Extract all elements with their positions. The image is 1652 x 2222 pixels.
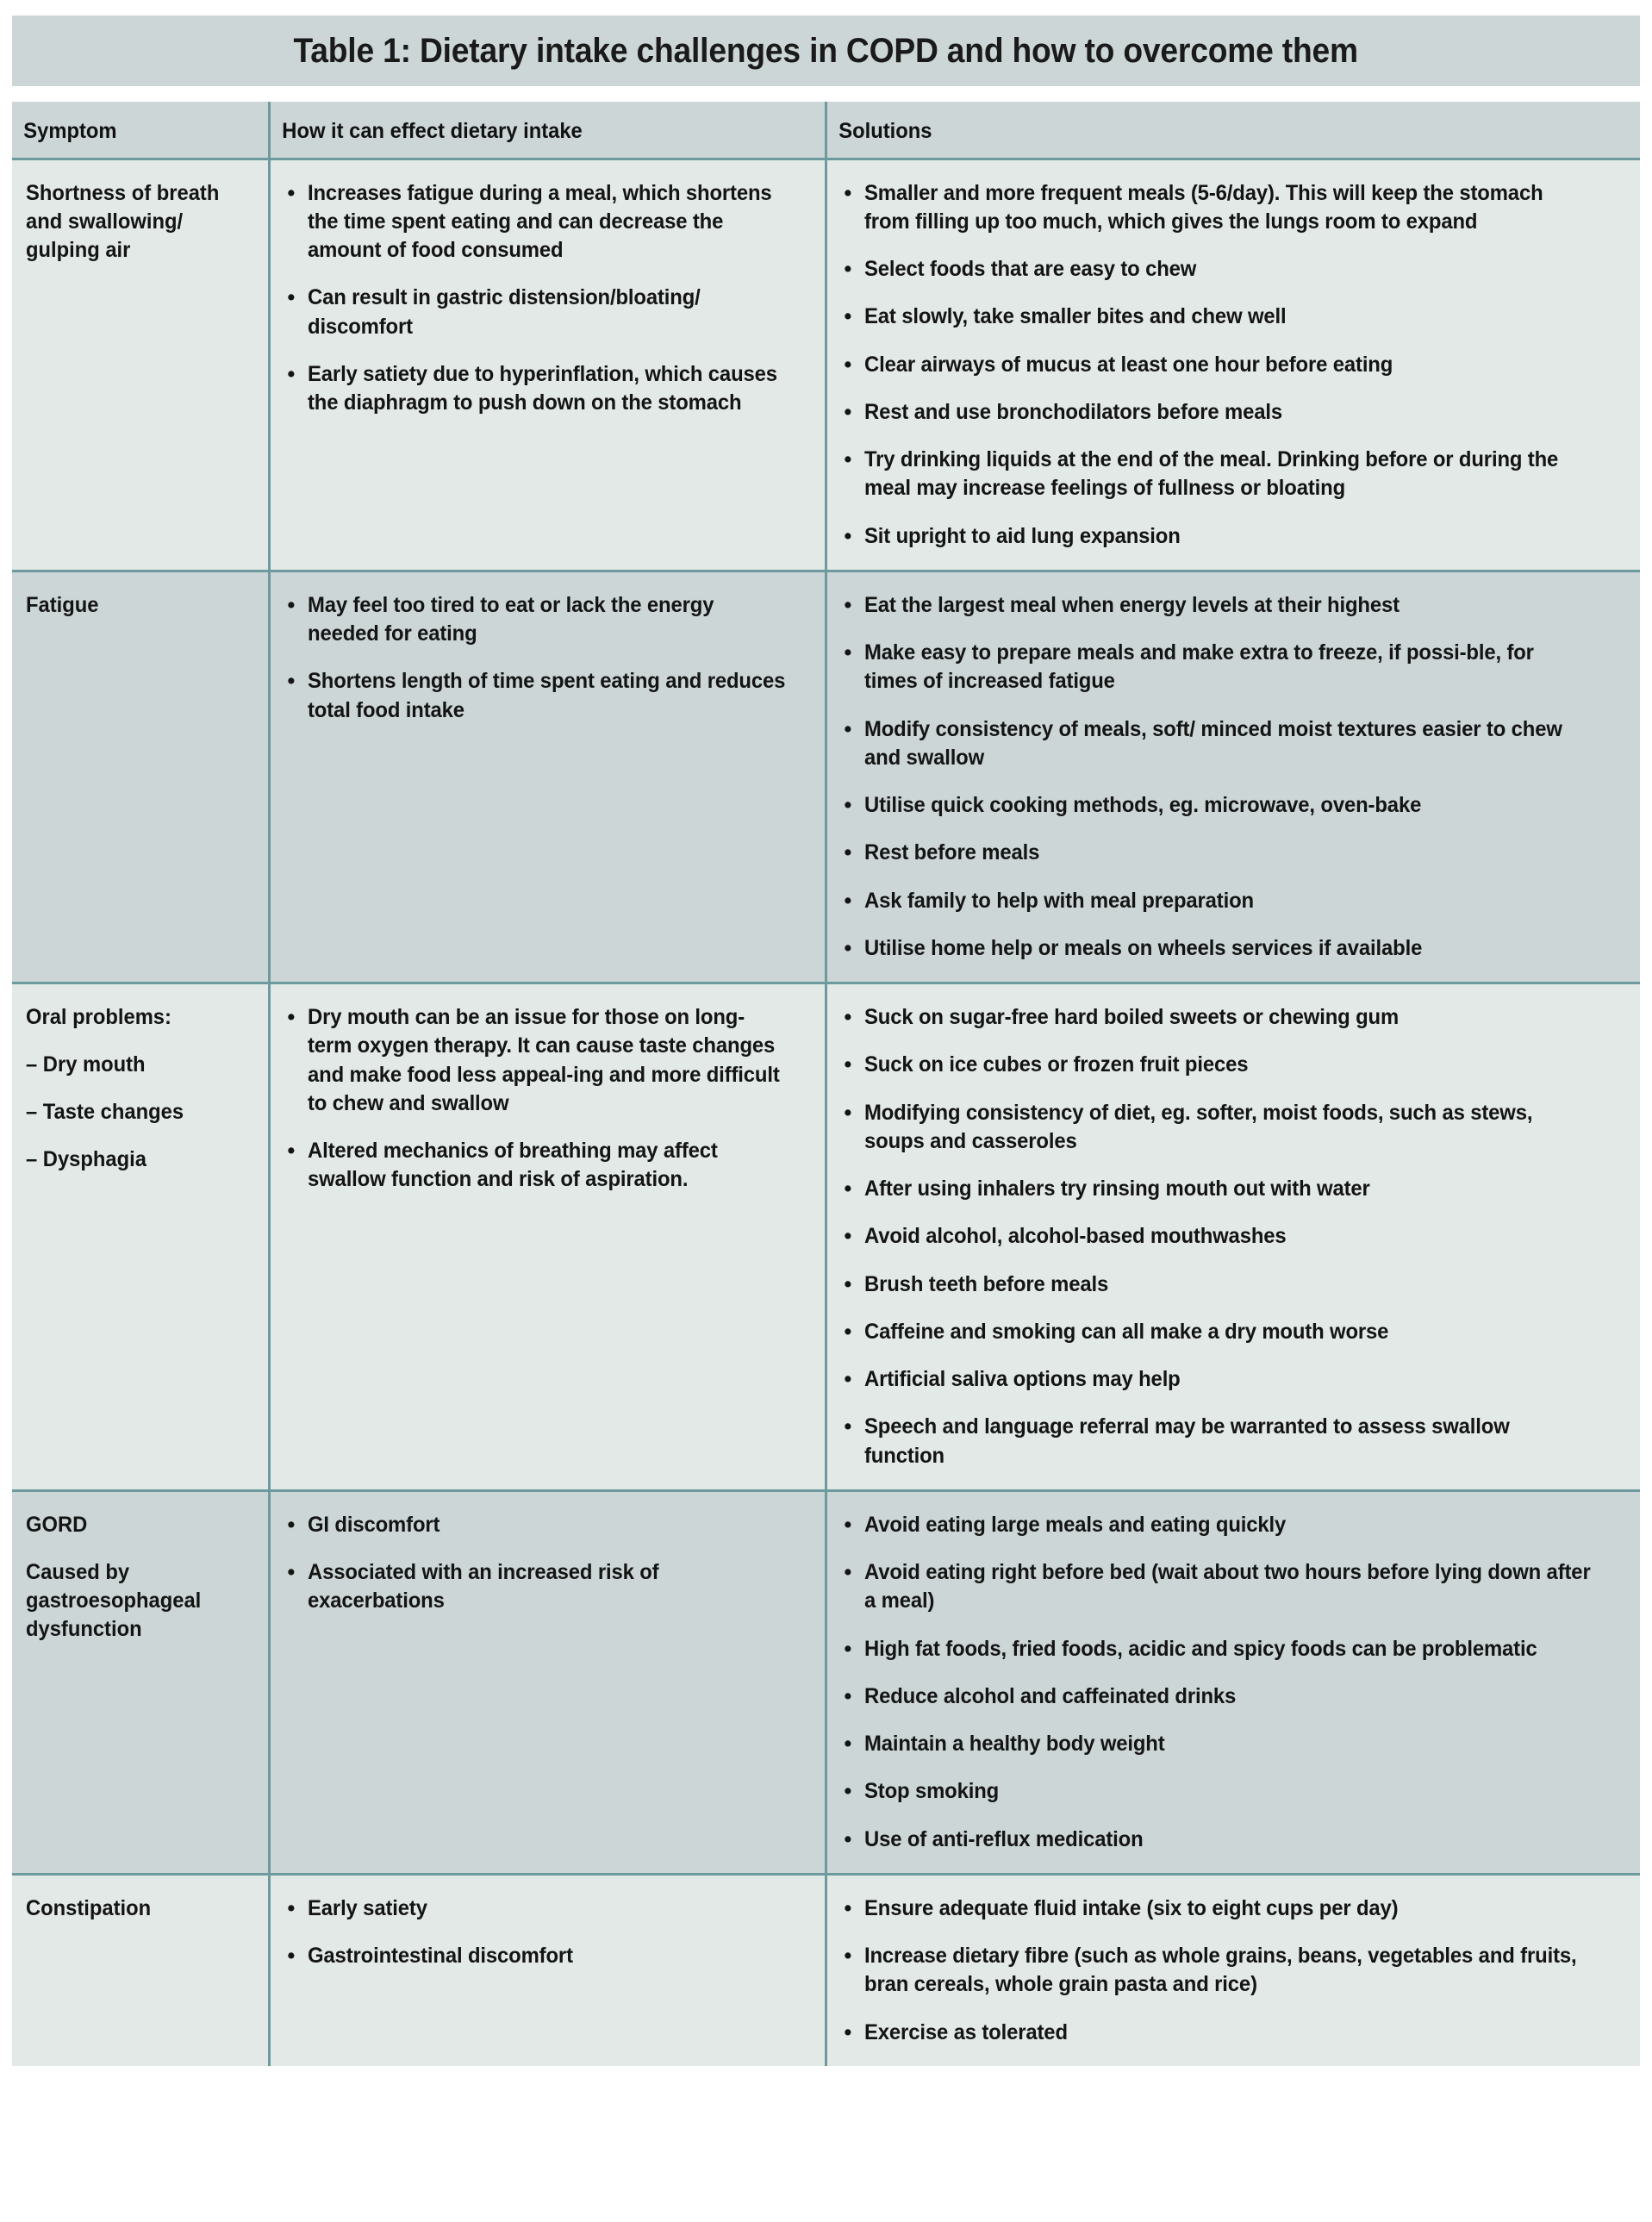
dietary-challenges-table [12,102,1640,2066]
list-item-label: Reduce alcohol and caffeinated drinks [863,1683,1236,1708]
solution-list [843,179,1625,551]
column-header-effect [269,102,826,159]
symptom-line: Constipation [26,1895,152,1920]
bullet-icon: • [844,1271,852,1296]
symptom-text [12,1876,268,1942]
bullet-icon: • [844,1779,852,1804]
list-item [843,1894,1625,1923]
symptom-line: Caused by [26,1559,130,1584]
list-item-label: Eat slowly, take smaller bites and chew well [863,304,1287,329]
bullet-icon: • [844,1826,852,1851]
list-item [843,2019,1625,2047]
symptom-line: GORD [26,1512,88,1537]
symptom-line: gulping air [26,237,131,262]
symptom-text [12,572,268,639]
bullet-icon: • [844,1052,852,1077]
list-item-label: Avoid eating large meals and eating quickly [863,1512,1286,1537]
solution-list [843,1894,1625,2047]
bullet-icon: • [844,304,852,329]
list-item-label: After using inhalers try rinsing mouth out with water [863,1177,1370,1201]
list-item-label: Utilise quick cooking methods, eg. microwave, oven-bake [863,793,1421,817]
solution-list-wrap [827,1492,1641,1873]
list-item-label: Exercise as tolerated [863,2019,1068,2044]
list-item [286,591,809,649]
bullet-icon: • [844,1224,852,1249]
list-item [286,667,809,725]
bullet-icon: • [844,716,852,741]
list-item [843,1511,1625,1539]
list-item-label: Stop smoking [863,1779,999,1804]
list-item-label: Suck on ice cubes or frozen fruit pieces [863,1052,1248,1077]
list-item-label: Rest before meals [863,840,1039,865]
list-item [843,1099,1625,1157]
list-item-label: Artificial saliva options may help [863,1367,1181,1391]
symptom-text [12,984,268,1193]
list-item [843,179,1625,237]
effect-list-wrap [271,1876,825,1990]
list-item [286,1511,809,1539]
list-item [843,1942,1625,2000]
list-item-label: Select foods that are easy to chew [863,257,1196,281]
list-item-label: Avoid alcohol, alcohol-based mouthwashes [863,1224,1287,1249]
list-item [843,446,1625,503]
list-item [843,934,1625,963]
cell-symptom [12,1490,269,1874]
cell-effect [269,159,826,571]
bullet-icon: • [844,1512,852,1537]
bullet-icon: • [287,1944,296,1968]
list-item [843,791,1625,820]
bullet-icon: • [844,447,852,471]
list-item-label: Eat the largest meal when energy levels at their highest [863,592,1400,617]
list-item-label: Suck on sugar-free hard boiled sweets or chewing gum [863,1005,1399,1029]
cell-solutions [826,159,1640,571]
cell-symptom [12,159,269,571]
symptom-line: – Dry mouth [26,1052,146,1077]
effect-list-wrap [271,984,825,1214]
solution-list-wrap [827,1876,1641,2066]
bullet-icon: • [844,1367,852,1391]
list-item [286,360,809,418]
list-item [286,1558,809,1616]
symptom-line: Oral problems: [26,1005,171,1029]
list-item [286,1894,809,1923]
table-row [12,1874,1640,2066]
column-header-symptom-label: Symptom [23,119,117,143]
bullet-icon: • [844,399,852,424]
bullet-icon: • [844,2019,852,2044]
bullet-icon: • [844,640,852,665]
list-item-label: Brush teeth before meals [863,1271,1108,1296]
table-title-banner [12,16,1640,86]
symptom-line: dysfunction [26,1616,142,1641]
list-item [843,351,1625,379]
table-row [12,571,1640,983]
list-item-label: Clear airways of mucus at least one hour before eating [863,352,1393,377]
list-item-label: Ask family to help with meal preparation [863,888,1254,913]
cell-effect [269,1490,826,1874]
list-item [843,887,1625,915]
list-item-label: Early satiety [307,1895,427,1920]
cell-effect [269,1874,826,2066]
list-item-label: Avoid eating right before bed (wait about two hours before lying down after a meal) [863,1560,1591,1613]
list-item [286,1137,809,1195]
bullet-icon: • [844,1944,852,1968]
list-item [843,1777,1625,1806]
cell-solutions [826,571,1640,983]
list-item [843,1175,1625,1203]
solution-list-wrap [827,984,1641,1489]
bullet-icon: • [844,523,852,548]
bullet-icon: • [844,1683,852,1708]
list-item [286,1942,809,1970]
list-item [843,1635,1625,1663]
bullet-icon: • [287,285,296,310]
list-item-label: Altered mechanics of breathing may affect swallow function and risk of aspiration. [307,1139,718,1192]
bullet-icon: • [844,1560,852,1584]
column-header-solutions-label: Solutions [838,119,932,143]
symptom-line: gastroesophageal [26,1588,202,1613]
list-item-label: Maintain a healthy body weight [863,1732,1165,1756]
list-item [843,591,1625,620]
bullet-icon: • [287,669,296,694]
table-row [12,159,1640,571]
bullet-icon: • [844,1319,852,1344]
list-item [843,1682,1625,1711]
bullet-icon: • [287,361,296,386]
list-item [843,1365,1625,1394]
symptom-text [12,1492,268,1663]
list-item-label: Rest and use bronchodilators before meals [863,399,1282,424]
list-item [843,715,1625,773]
list-item [286,179,809,265]
list-item-label: Associated with an increased risk of exacerbations [307,1560,659,1613]
bullet-icon: • [844,180,852,205]
bullet-icon: • [844,1732,852,1756]
effect-list [286,1511,809,1616]
column-header-symptom [12,102,269,159]
list-item [843,303,1625,331]
list-item [843,1318,1625,1346]
page-title: Table 1: Dietary intake challenges in COPD and how to overcome them [293,31,1359,70]
table-row [12,983,1640,1491]
list-item [843,1003,1625,1032]
symptom-block [26,1558,259,1644]
effect-list [286,1894,809,1971]
solution-list-wrap [827,160,1641,570]
bullet-icon: • [844,1414,852,1439]
solution-list [843,591,1625,963]
effect-list-wrap [271,160,825,437]
list-item [843,1051,1625,1079]
symptom-block [26,1511,259,1539]
bullet-icon: • [844,888,852,913]
list-item [843,1558,1625,1616]
symptom-line: Shortness of breath [26,180,220,205]
list-item-label: Dry mouth can be an issue for those on long-term oxygen therapy. It can cause taste changes and make food less appeal-ing and more difficult to chew and swallow [307,1005,780,1115]
list-item-label: Gastrointestinal discomfort [307,1944,573,1968]
list-item [843,398,1625,427]
list-item [843,522,1625,551]
bullet-icon: • [844,352,852,377]
list-item-label: Early satiety due to hyperinflation, which causes the diaphragm to push down on the stomach [307,361,777,415]
symptom-line: and swallowing/ [26,209,184,234]
solution-list [843,1511,1625,1854]
bullet-icon: • [287,1139,296,1163]
list-item-label: Increases fatigue during a meal, which shortens the time spent eating and can decrease the amount of food consumed [307,180,772,262]
bullet-icon: • [844,1895,852,1920]
symptom-line: – Taste changes [26,1100,184,1124]
cell-effect [269,983,826,1491]
list-item-label: Use of anti-reflux medication [863,1826,1144,1851]
list-item-label: Utilise home help or meals on wheels services if available [863,935,1422,960]
list-item-label: Smaller and more frequent meals (5-6/day). This will keep the stomach from filling up too much, which gives the lungs room to expand [863,180,1543,234]
list-item [843,1826,1625,1854]
bullet-icon: • [287,180,296,205]
symptom-text [12,160,268,284]
bullet-icon: • [844,935,852,960]
table-header [12,102,1640,159]
list-item-label: Make easy to prepare meals and make extra to freeze, if possi-ble, for times of increased fatigue [863,640,1534,694]
list-item-label: Modifying consistency of diet, eg. softer, moist foods, such as stews, soups and casseroles [863,1100,1532,1153]
bullet-icon: • [844,1636,852,1661]
list-item-label: Modify consistency of meals, soft/ minced moist textures easier to chew and swallow [863,716,1562,770]
bullet-icon: • [287,1005,296,1029]
cell-symptom [12,571,269,983]
effect-list-wrap [271,1492,825,1635]
list-item [843,1270,1625,1299]
list-item-label: Try drinking liquids at the end of the meal. Drinking before or during the meal may increase feelings of fullness or bloating [863,447,1558,501]
list-item [843,1413,1625,1470]
list-item [286,284,809,341]
column-header-effect-label: How it can effect dietary intake [281,119,583,143]
list-item-label: May feel too tired to eat or lack the energy needed for eating [307,592,714,646]
bullet-icon: • [844,257,852,281]
cell-solutions [826,983,1640,1491]
list-item-label: High fat foods, fried foods, acidic and spicy foods can be problematic [863,1636,1537,1661]
bullet-icon: • [287,592,296,617]
bullet-icon: • [287,1560,296,1584]
list-item-label: Ensure adequate fluid intake (six to eight cups per day) [863,1895,1398,1920]
bullet-icon: • [844,793,852,817]
list-item-label: Can result in gastric distension/bloating/ discomfort [307,285,701,339]
effect-list-wrap [271,572,825,744]
bullet-icon: • [287,1895,296,1920]
list-item [843,1730,1625,1758]
list-item-label: GI discomfort [307,1512,439,1537]
bullet-icon: • [844,1177,852,1201]
list-item-label: Sit upright to aid lung expansion [863,523,1181,548]
cell-solutions [826,1490,1640,1874]
symptom-line: Fatigue [26,592,99,617]
cell-symptom [12,983,269,1491]
list-item [843,639,1625,696]
list-item-label: Speech and language referral may be warranted to assess swallow function [863,1414,1510,1468]
list-item-label: Shortens length of time spent eating and reduces total food intake [307,669,785,722]
header-row [12,102,1640,159]
bullet-icon: • [844,1100,852,1125]
effect-list [286,179,809,418]
list-item [843,839,1625,867]
solution-list-wrap [827,572,1641,982]
cell-effect [269,571,826,983]
cell-solutions [826,1874,1640,2066]
list-item [286,1003,809,1118]
bullet-icon: • [844,840,852,865]
bullet-icon: • [287,1512,296,1537]
column-header-solutions [826,102,1640,159]
list-item [843,1222,1625,1251]
bullet-icon: • [844,592,852,617]
cell-symptom [12,1874,269,2066]
bullet-icon: • [844,1005,852,1029]
effect-list [286,1003,809,1195]
table-row [12,1490,1640,1874]
list-item-label: Caffeine and smoking can all make a dry mouth worse [863,1319,1388,1344]
list-item [843,255,1625,284]
table-body [12,159,1640,2066]
symptom-line: – Dysphagia [26,1147,146,1171]
effect-list [286,591,809,725]
list-item-label: Increase dietary fibre (such as whole grains, beans, vegetables and fruits, bran cereals, whole grain pasta and rice) [863,1944,1577,1997]
solution-list [843,1003,1625,1470]
